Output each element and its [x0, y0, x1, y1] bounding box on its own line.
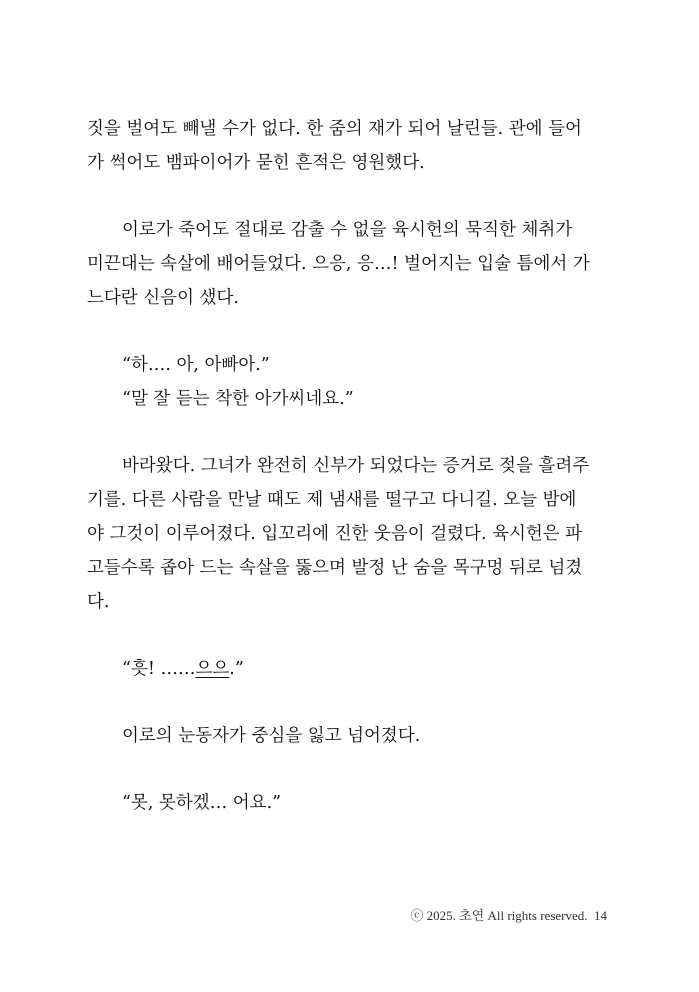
underlined-text: 으으	[195, 659, 230, 679]
paragraph-1	[87, 112, 607, 180]
line: 가 썩어도 뱀파이어가 묻힌 흔적은 영원했다.	[87, 153, 425, 173]
dialogue-4	[87, 786, 607, 820]
line: 야 그것이 이루어졌다. 입꼬리에 진한 웃음이 걸렸다. 육시헌은 파	[87, 524, 583, 544]
dialogue-3	[87, 652, 607, 686]
copyright-notice: ⓒ 2025. 초연 All rights reserved.	[410, 908, 588, 923]
page-number: 14	[594, 908, 607, 923]
line: “못, 못하겠… 어요.”	[122, 793, 282, 813]
line: 이로의 눈동자가 중심을 잃고 넘어졌다.	[122, 726, 421, 746]
line: “하…. 아, 아빠아.”	[122, 355, 270, 375]
dialogue-suffix: .”	[229, 659, 244, 679]
paragraph-4	[87, 719, 607, 753]
line: “말 잘 듣는 착한 아가씨네요.”	[122, 389, 354, 409]
paragraph-2	[87, 213, 607, 315]
body-text	[87, 112, 607, 820]
dialogue-2	[87, 382, 607, 416]
line: 짓을 벌여도 빼낼 수가 없다. 한 줌의 재가 되어 날린들. 관에 들어	[87, 119, 582, 139]
line: 고들수록 좁아 드는 속살을 뚫으며 발정 난 숨을 목구멍 뒤로 넘겼	[87, 558, 583, 578]
line: 미끈대는 속살에 배어들었다. 으응, 응…! 벌어지는 입술 틈에서 가	[87, 254, 590, 274]
page-footer	[410, 905, 607, 924]
paragraph-3	[87, 449, 607, 619]
line: 기를. 다른 사람을 만날 때도 제 냄새를 떨구고 다니길. 오늘 밤에	[87, 490, 577, 510]
dialogue-prefix: “흣! ……	[122, 659, 196, 679]
line: 다.	[87, 592, 110, 612]
dialogue-1	[87, 348, 607, 382]
line: 이로가 죽어도 절대로 감출 수 없을 육시헌의 묵직한 체취가	[122, 220, 573, 240]
line: 느다란 신음이 샜다.	[87, 288, 239, 308]
line: 바라왔다. 그녀가 완전히 신부가 되었다는 증거로 젖을 흘려주	[122, 456, 590, 476]
